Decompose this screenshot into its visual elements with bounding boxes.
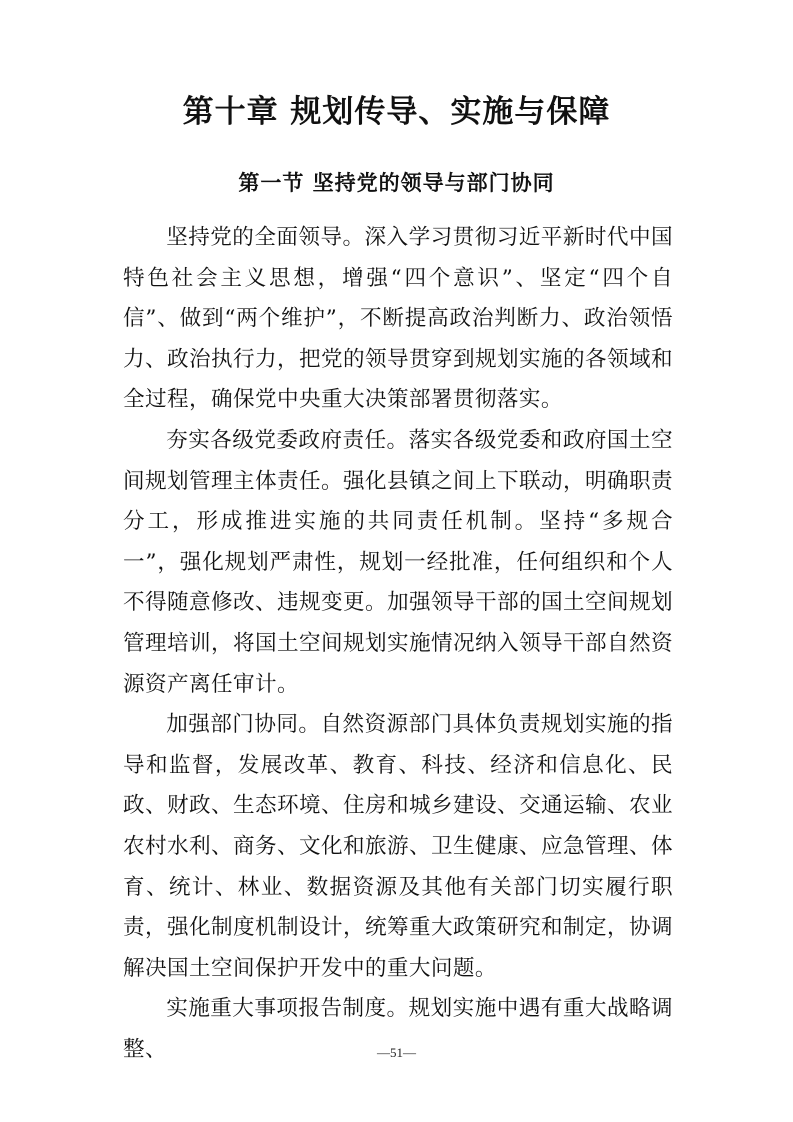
section-title: 第一节 坚持党的领导与部门协同 <box>238 171 555 195</box>
paragraph-government-responsibility <box>123 421 673 705</box>
paragraph-text: 深入学习贯彻习近平新时代中国特色社会主义思想，增强“四个意识”、坚定“四个自信”、做到“两个维护”，不断提高政治判断力、政治领悟力、政治执行力，把党的领导贯穿到规划实施的各领域和全过程，确保党中央重大决策部署贯彻落实。 <box>123 225 673 413</box>
chapter-title: 第十章 规划传导、实施与保障 <box>182 94 611 130</box>
paragraph-party-leadership <box>123 218 673 421</box>
paragraph-lead: 实施重大事项报告制度。 <box>166 996 409 1022</box>
paragraph-department-coordination <box>123 705 673 989</box>
page-number: —51— <box>377 1045 416 1060</box>
paragraph-lead: 坚持党的全面领导。 <box>166 225 365 250</box>
paragraph-text: 规划实施中遇有重大战略调整、 <box>123 996 673 1062</box>
body-text <box>123 218 673 1070</box>
paragraph-text: 落实各级党委和政府国土空间规划管理主体责任。强化县镇之间上下联动，明确职责分工，形成推进实施的共同责任机制。坚持“多规合一”，强化规划严肃性，规划一经批准，任何组织和个人不得随意修改、违规变更。加强领导干部的国土空间规划管理培训，将国土空间规划实施情况纳入领导干部自然资源资产离任审计。 <box>123 427 673 697</box>
paragraph-text: 自然资源部门具体负责规划实施的指导和监督，发展改革、教育、科技、经济和信息化、民政、财政、生态环境、住房和城乡建设、交通运输、农业农村水利、商务、文化和旅游、卫生健康、应急管理、体育、统计、林业、数据资源及其他有关部门切实履行职责，强化制度机制设计，统筹重大政策研究和制定，协调解决国土空间保护开发中的重大问题。 <box>123 712 673 981</box>
paragraph-lead: 夯实各级党委政府责任。 <box>166 427 409 453</box>
paragraph-lead: 加强部门协同。 <box>166 712 321 738</box>
